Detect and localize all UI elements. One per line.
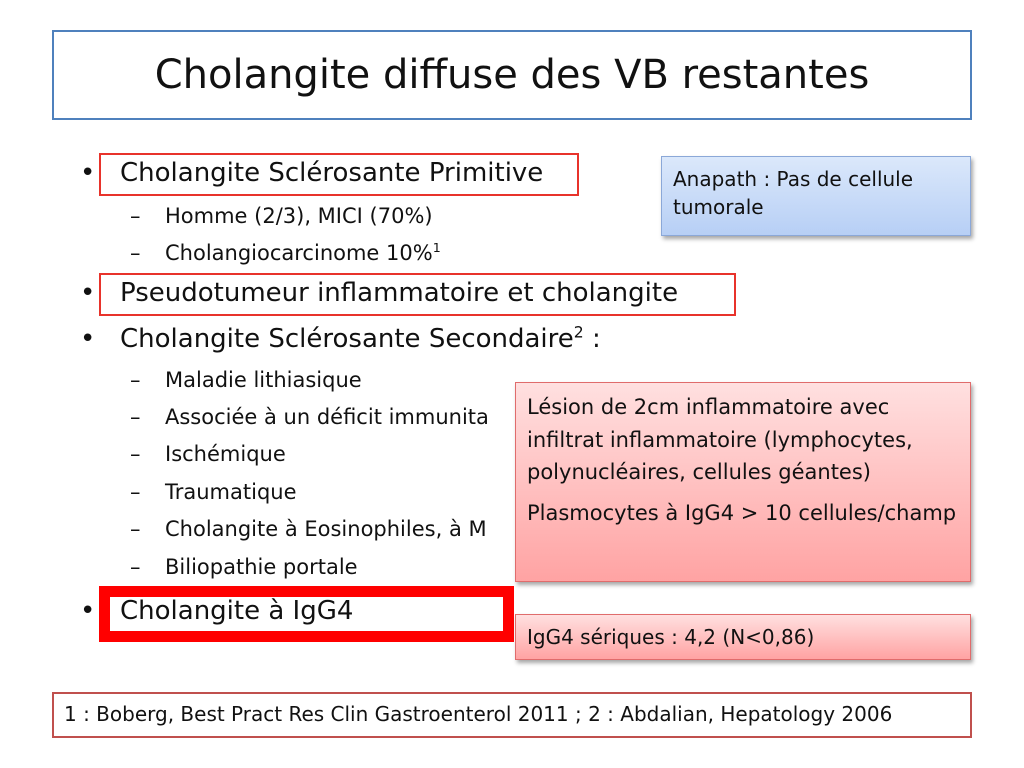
dash-icon: – bbox=[130, 405, 141, 429]
highlight-box-csp bbox=[99, 153, 579, 196]
bullet-text: Pseudotumeur inflammatoire et cholangite bbox=[120, 278, 679, 308]
reference-box bbox=[52, 692, 972, 738]
callout-text: Lésion de 2cm inflammatoire avec infiltrat inflammatoire (lymphocytes, polynucléaires, cellules géantes) bbox=[527, 395, 913, 485]
bullet-text: Traumatique bbox=[165, 480, 297, 504]
dash-icon: – bbox=[130, 368, 141, 392]
bullet-text: Cholangite à IgG4 bbox=[120, 596, 354, 626]
highlight-box-pseudotumeur bbox=[99, 273, 736, 316]
histology-callout bbox=[515, 382, 971, 582]
bullet-icon: • bbox=[80, 324, 96, 354]
igg4-callout bbox=[515, 614, 971, 660]
dash-icon: – bbox=[130, 442, 141, 466]
dash-icon: – bbox=[130, 480, 141, 504]
dash-icon: – bbox=[130, 241, 141, 265]
bullet-icon: • bbox=[80, 278, 96, 308]
bullet-text: Associée à un déficit immunita bbox=[165, 405, 489, 429]
callout-text: IgG4 sériques : 4,2 (N<0,86) bbox=[527, 625, 815, 649]
bullet-text: Ischémique bbox=[165, 442, 286, 466]
footnote-marker: 1 bbox=[432, 240, 441, 255]
dash-icon: – bbox=[130, 204, 141, 228]
callout-text: Plasmocytes à IgG4 > 10 cellules/champ bbox=[527, 500, 957, 525]
anapath-callout bbox=[661, 156, 971, 236]
dash-icon: – bbox=[130, 517, 141, 541]
title-box bbox=[52, 30, 972, 120]
bullet-text: Homme (2/3), MICI (70%) bbox=[165, 204, 433, 228]
bullet-icon: • bbox=[80, 596, 96, 626]
dash-icon: – bbox=[130, 555, 141, 579]
bullet-text: Maladie lithiasique bbox=[165, 368, 362, 392]
bullet-text: Cholangiocarcinome 10%$^1$ bbox=[165, 240, 441, 265]
highlight-box-igg4 bbox=[99, 586, 514, 642]
bullet-text: Cholangite à Eosinophiles, à M bbox=[165, 517, 487, 541]
footnote-marker: 2 bbox=[573, 323, 584, 342]
bullet-text: Cholangite Sclérosante Primitive bbox=[120, 158, 544, 188]
bullet-text: Cholangite Sclérosante Secondaire$^2$ : bbox=[120, 323, 601, 354]
slide-title: Cholangite diffuse des VB restantes bbox=[154, 52, 870, 98]
bullet-text: Biliopathie portale bbox=[165, 555, 358, 579]
bullet-icon: • bbox=[80, 158, 96, 188]
callout-text: Anapath : Pas de cellule tumorale bbox=[673, 167, 914, 219]
reference-text: 1 : Boberg, Best Pract Res Clin Gastroenterol 2011 ; 2 : Abdalian, Hepatology 2006 bbox=[64, 702, 893, 726]
